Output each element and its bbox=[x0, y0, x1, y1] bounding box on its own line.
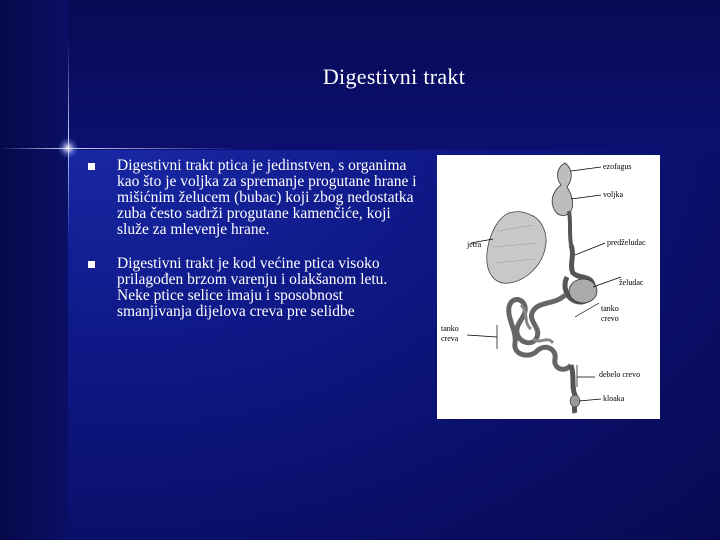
bullet-list bbox=[88, 158, 418, 338]
gizzard-shape bbox=[569, 279, 597, 303]
label-tanko-crevo-left-1: tanko bbox=[441, 324, 459, 333]
esophagus-tube bbox=[569, 211, 571, 245]
label-debelo-crevo: debelo crevo bbox=[599, 370, 641, 379]
label-ezofagus: ezofagus bbox=[603, 162, 632, 171]
bullet-square-icon bbox=[88, 261, 95, 268]
star-flare-glow bbox=[58, 138, 78, 158]
pointer-lines bbox=[467, 167, 621, 401]
bullet-text: Digestivni trakt ptica je jedinstven, s organima kao što je voljka za spremanje progutane hrane i mišićnim želucem (bubac) koji zbog nedostatka zuba često sadrži progutane kamenčiće, koji služe za mlevenje hrane. bbox=[117, 157, 417, 238]
bullet-text: Digestivni trakt je kod većine ptica visoko prilagođen brzom varenju i olakšanom letu. Neke ptice selice imaju i sposobnost smanjivanja dijelova creva pre selidbe bbox=[117, 255, 388, 320]
label-predzeludac: predželudac bbox=[607, 238, 646, 247]
label-kloaka: kloaka bbox=[603, 394, 625, 403]
digestive-tract-illustration bbox=[437, 155, 660, 419]
esophagus-shape bbox=[552, 163, 573, 216]
label-tanko-crevo-left-2: creva bbox=[441, 334, 459, 343]
slide-title: Digestivni trakt bbox=[322, 64, 466, 89]
bullet-item bbox=[88, 256, 418, 320]
label-jetra: jetra bbox=[467, 240, 482, 249]
label-zeludac: želudac bbox=[619, 278, 644, 287]
left-band-decoration bbox=[0, 0, 68, 540]
label-voljka: voljka bbox=[603, 190, 623, 199]
bullet-square-icon bbox=[88, 163, 95, 170]
liver-shape bbox=[487, 212, 546, 284]
label-tanko-crevo-right-1: tanko bbox=[601, 304, 619, 313]
bullet-item bbox=[88, 158, 418, 238]
label-tanko-crevo-right-2: crevo bbox=[601, 314, 619, 323]
small-intestine-coil bbox=[509, 295, 571, 369]
star-flare-horizontal bbox=[0, 148, 240, 149]
digestive-tract-diagram bbox=[437, 155, 660, 419]
cloaca-shape bbox=[570, 395, 580, 407]
